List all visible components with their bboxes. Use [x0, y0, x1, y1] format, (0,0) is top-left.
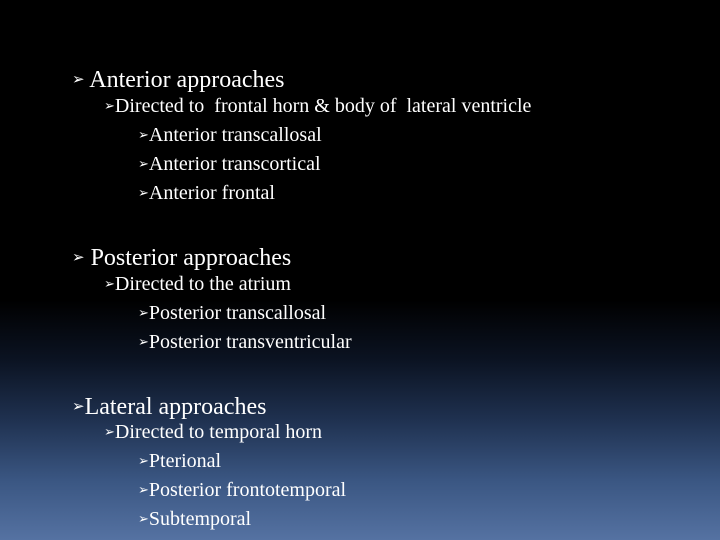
heading-text: Anterior approaches	[84, 67, 285, 93]
list-item-text: Pterional	[148, 450, 222, 472]
list-item-text: Anterior transcortical	[148, 153, 321, 175]
arrow-bullet-icon: ➢	[72, 397, 85, 415]
list-item-text: Anterior frontal	[148, 182, 275, 204]
arrow-bullet-icon: ➢	[138, 128, 149, 143]
arrow-bullet-icon: ➢	[104, 277, 115, 292]
list-item-text: Posterior transventricular	[148, 331, 352, 353]
subheading-text: Directed to frontal horn & body of lateral ventricle	[114, 95, 532, 117]
list-item	[118, 489, 251, 540]
arrow-bullet-icon: ➢	[72, 248, 85, 266]
subheading-text: Directed to the atrium	[114, 273, 291, 295]
arrow-bullet-icon: ➢	[104, 425, 115, 440]
arrow-bullet-icon: ➢	[138, 483, 149, 498]
arrow-bullet-icon: ➢	[104, 99, 115, 114]
arrow-bullet-icon: ➢	[138, 454, 149, 469]
list-item-text: Anterior transcallosal	[148, 124, 322, 146]
list-item-text: Posterior frontotemporal	[148, 479, 347, 501]
arrow-bullet-icon: ➢	[138, 306, 149, 321]
arrow-bullet-icon: ➢	[138, 335, 149, 350]
arrow-bullet-icon: ➢	[138, 186, 149, 201]
arrow-bullet-icon: ➢	[72, 70, 85, 88]
list-item	[118, 163, 275, 223]
list-item	[118, 312, 352, 372]
list-item-text: Subtemporal	[148, 508, 252, 530]
heading-text: Posterior approaches	[84, 245, 292, 271]
arrow-bullet-icon: ➢	[138, 512, 149, 527]
subheading-text: Directed to temporal horn	[114, 421, 323, 443]
heading-text: Lateral approaches	[84, 394, 267, 420]
arrow-bullet-icon: ➢	[138, 157, 149, 172]
list-item-text: Posterior transcallosal	[148, 302, 327, 324]
